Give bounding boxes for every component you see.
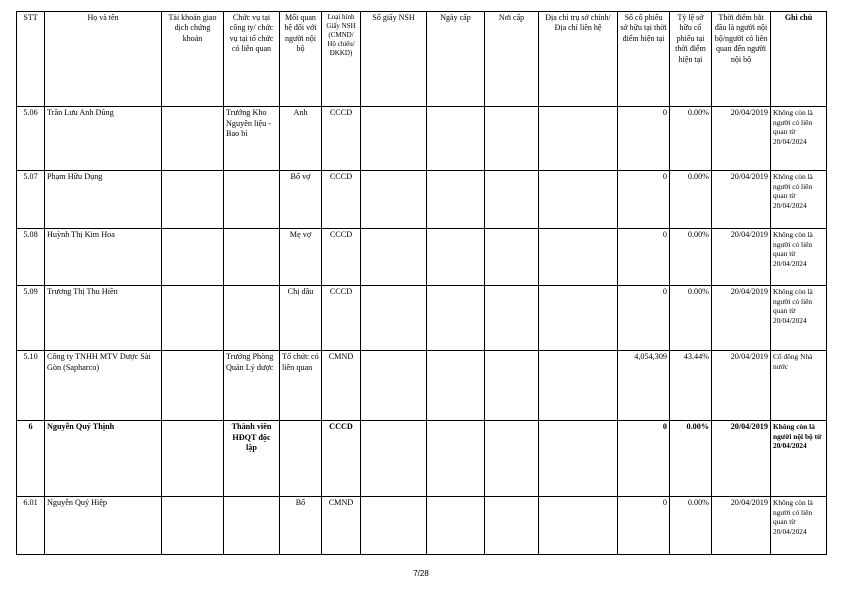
- cell-notes: Không còn là người có liên quan từ 20/04/2024: [771, 497, 827, 555]
- cell-stt: 5.07: [17, 171, 45, 229]
- cell-id-type: CCCD: [322, 286, 361, 351]
- cell-relation: [280, 421, 322, 497]
- cell-address: [539, 286, 618, 351]
- header-stt: STT: [17, 12, 45, 107]
- cell-position: [224, 286, 280, 351]
- cell-relation: Bố vợ: [280, 171, 322, 229]
- header-position: Chức vụ tại công ty/ chức vụ tại tổ chức có liên quan: [224, 12, 280, 107]
- cell-issue-place: [485, 107, 539, 171]
- cell-account: [162, 421, 224, 497]
- table-row: [17, 351, 827, 421]
- cell-ratio: 0.00%: [670, 229, 712, 286]
- cell-start-time: 20/04/2019: [712, 107, 771, 171]
- insider-table: [16, 11, 827, 555]
- cell-ratio: 0.00%: [670, 171, 712, 229]
- cell-start-time: 20/04/2019: [712, 351, 771, 421]
- cell-account: [162, 286, 224, 351]
- cell-notes: Không còn là người có liên quan từ 20/04/2024: [771, 286, 827, 351]
- cell-notes: Không còn là người có liên quan từ 20/04/2024: [771, 107, 827, 171]
- header-ratio: Tỷ lệ sở hữu cổ phiếu tại thời điểm hiện tại: [670, 12, 712, 107]
- cell-account: [162, 229, 224, 286]
- header-start-time: Thời điểm bắt đầu là người nội bộ/người có liên quan đến người nội bộ: [712, 12, 771, 107]
- cell-name: Nguyễn Quý Hiệp: [45, 497, 162, 555]
- cell-ratio: 0.00%: [670, 421, 712, 497]
- header-id-type: Loại hình Giấy NSH (CMND/ Hộ chiếu/ ĐKKD): [322, 12, 361, 107]
- cell-issue-place: [485, 171, 539, 229]
- cell-id-type: CMND: [322, 351, 361, 421]
- cell-name: Trần Lưu Anh Dũng: [45, 107, 162, 171]
- cell-start-time: 20/04/2019: [712, 421, 771, 497]
- cell-notes: Không còn là người có liên quan từ 20/04/2024: [771, 229, 827, 286]
- cell-start-time: 20/04/2019: [712, 497, 771, 555]
- cell-stt: 5.08: [17, 229, 45, 286]
- cell-shares: 0: [618, 497, 670, 555]
- header-relation: Mối quan hệ đối với người nội bộ: [280, 12, 322, 107]
- cell-address: [539, 421, 618, 497]
- cell-notes: Cổ đông Nhà nước: [771, 351, 827, 421]
- cell-notes: Không còn là người có liên quan từ 20/04/2024: [771, 171, 827, 229]
- cell-id-type: CMND: [322, 497, 361, 555]
- cell-ratio: 0.00%: [670, 286, 712, 351]
- header-shares: Số cổ phiếu sở hữu tại thời điểm hiện tại: [618, 12, 670, 107]
- cell-position: [224, 171, 280, 229]
- cell-issue-place: [485, 351, 539, 421]
- cell-position: [224, 229, 280, 286]
- table-row: [17, 107, 827, 171]
- cell-account: [162, 107, 224, 171]
- header-account: Tài khoản giao dịch chứng khoán: [162, 12, 224, 107]
- cell-issue-date: [427, 497, 485, 555]
- cell-issue-date: [427, 107, 485, 171]
- header-name: Họ và tên: [45, 12, 162, 107]
- cell-position: Trưởng Phòng Quản Lý dược: [224, 351, 280, 421]
- cell-issue-date: [427, 421, 485, 497]
- cell-shares: 0: [618, 421, 670, 497]
- header-id-no: Số giấy NSH: [361, 12, 427, 107]
- cell-shares: 0: [618, 171, 670, 229]
- cell-issue-place: [485, 421, 539, 497]
- cell-relation: Mẹ vợ: [280, 229, 322, 286]
- cell-relation: Bố: [280, 497, 322, 555]
- cell-relation: Chị dâu: [280, 286, 322, 351]
- cell-relation: Anh: [280, 107, 322, 171]
- cell-stt: 5.10: [17, 351, 45, 421]
- cell-issue-date: [427, 229, 485, 286]
- cell-address: [539, 107, 618, 171]
- cell-name: Huỳnh Thị Kim Hoa: [45, 229, 162, 286]
- cell-position: [224, 497, 280, 555]
- cell-shares: 0: [618, 107, 670, 171]
- cell-address: [539, 229, 618, 286]
- header-row: [17, 12, 827, 107]
- table-row: [17, 229, 827, 286]
- cell-id-no: [361, 107, 427, 171]
- cell-issue-date: [427, 171, 485, 229]
- cell-name: Trương Thị Thu Hiền: [45, 286, 162, 351]
- table-row: [17, 497, 827, 555]
- cell-id-no: [361, 286, 427, 351]
- cell-account: [162, 171, 224, 229]
- cell-start-time: 20/04/2019: [712, 229, 771, 286]
- cell-start-time: 20/04/2019: [712, 286, 771, 351]
- cell-stt: 6: [17, 421, 45, 497]
- cell-account: [162, 497, 224, 555]
- table-row: [17, 171, 827, 229]
- cell-relation: Tổ chức có liên quan: [280, 351, 322, 421]
- cell-id-no: [361, 497, 427, 555]
- cell-stt: 5.09: [17, 286, 45, 351]
- cell-id-type: CCCD: [322, 421, 361, 497]
- cell-position: Thành viên HĐQT độc lập: [224, 421, 280, 497]
- cell-id-no: [361, 421, 427, 497]
- table-row: [17, 421, 827, 497]
- cell-id-no: [361, 229, 427, 286]
- cell-id-type: CCCD: [322, 229, 361, 286]
- table-row: [17, 286, 827, 351]
- cell-name: Công ty TNHH MTV Dược Sài Gòn (Sapharco): [45, 351, 162, 421]
- cell-issue-place: [485, 229, 539, 286]
- header-issue-place: Nơi cấp: [485, 12, 539, 107]
- cell-shares: 0: [618, 229, 670, 286]
- cell-ratio: 43.44%: [670, 351, 712, 421]
- header-issue-date: Ngày cấp: [427, 12, 485, 107]
- cell-name: Nguyễn Quý Thịnh: [45, 421, 162, 497]
- cell-account: [162, 351, 224, 421]
- cell-ratio: 0.00%: [670, 107, 712, 171]
- cell-name: Phạm Hữu Dụng: [45, 171, 162, 229]
- cell-id-no: [361, 171, 427, 229]
- cell-issue-date: [427, 286, 485, 351]
- cell-ratio: 0.00%: [670, 497, 712, 555]
- cell-address: [539, 171, 618, 229]
- page-number: 7/28: [413, 569, 429, 578]
- cell-position: Trưởng Kho Nguyên liệu - Bao bì: [224, 107, 280, 171]
- cell-notes: Không còn là người nội bộ từ 20/04/2024: [771, 421, 827, 497]
- header-notes: Ghi chú: [771, 12, 827, 107]
- cell-shares: 0: [618, 286, 670, 351]
- cell-issue-place: [485, 497, 539, 555]
- cell-issue-date: [427, 351, 485, 421]
- cell-start-time: 20/04/2019: [712, 171, 771, 229]
- cell-shares: 4,054,309: [618, 351, 670, 421]
- header-address: Địa chỉ trụ sở chính/Địa chỉ liên hệ: [539, 12, 618, 107]
- cell-stt: 5.06: [17, 107, 45, 171]
- cell-issue-place: [485, 286, 539, 351]
- cell-id-no: [361, 351, 427, 421]
- cell-address: [539, 497, 618, 555]
- cell-id-type: CCCD: [322, 171, 361, 229]
- cell-stt: 6.01: [17, 497, 45, 555]
- cell-address: [539, 351, 618, 421]
- cell-id-type: CCCD: [322, 107, 361, 171]
